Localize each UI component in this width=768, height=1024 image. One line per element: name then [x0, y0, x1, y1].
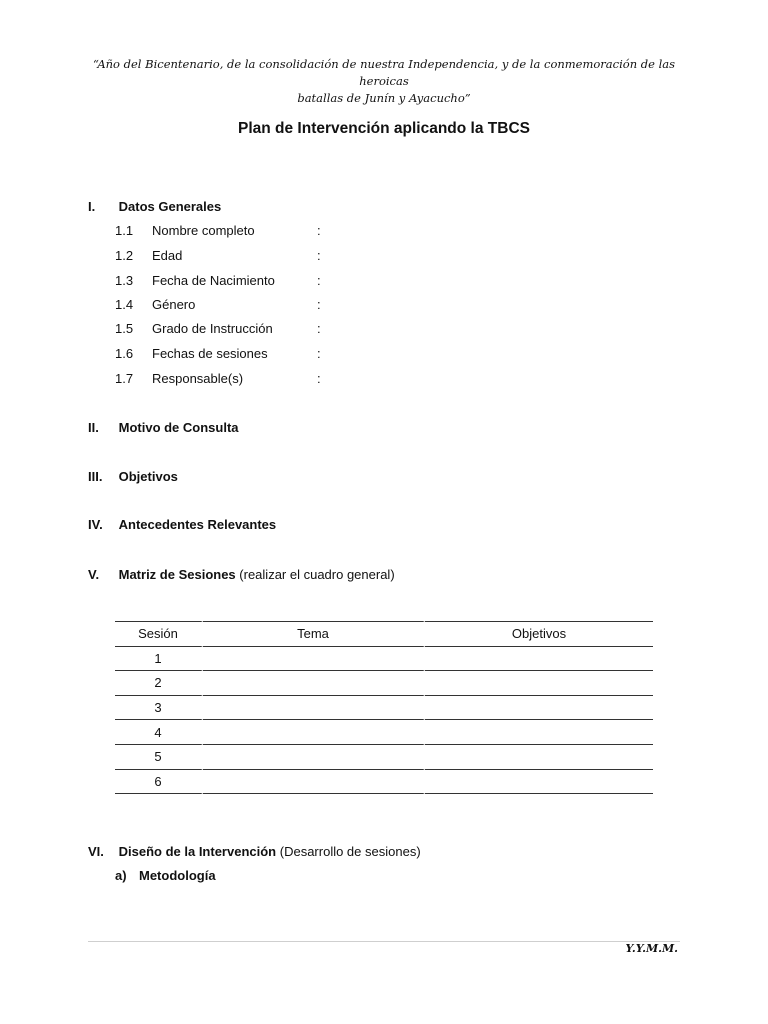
session-number-cell: 1 — [115, 647, 203, 672]
item-label: Fecha de Nacimiento — [152, 273, 275, 288]
header-sesion: Sesión — [115, 621, 203, 647]
tema-cell — [203, 647, 425, 672]
objetivos-cell — [425, 671, 653, 696]
tema-cell — [203, 770, 425, 795]
session-number-cell: 3 — [115, 696, 203, 721]
section-title: Antecedentes Relevantes — [118, 517, 277, 532]
item-colon: : — [317, 248, 321, 263]
section-motivo-consulta — [88, 419, 239, 437]
section-diseno-intervencion — [88, 843, 421, 861]
item-colon: : — [317, 223, 321, 238]
tema-cell — [203, 671, 425, 696]
sessions-table — [115, 621, 653, 794]
subsection-metodologia — [115, 867, 216, 885]
section-title: Motivo de Consulta — [118, 420, 239, 435]
section-antecedentes — [88, 516, 276, 534]
page-title: Plan de Intervención aplicando la TBCS — [238, 120, 530, 137]
item-colon: : — [317, 371, 321, 386]
objetivos-cell — [425, 720, 653, 745]
item-number: 1.3 — [115, 273, 134, 288]
item-number: 1.7 — [115, 371, 134, 386]
objetivos-cell — [425, 647, 653, 672]
item-number: 1.2 — [115, 248, 134, 263]
item-colon: : — [317, 273, 321, 288]
datos-item-fechas-sesiones — [115, 345, 321, 363]
session-number-cell: 4 — [115, 720, 203, 745]
section-note: (realizar el cuadro general) — [239, 567, 395, 582]
item-number: 1.1 — [115, 223, 134, 238]
item-colon: : — [317, 346, 321, 361]
tema-cell — [203, 745, 425, 770]
section-number: III. — [88, 469, 103, 484]
section-number: V. — [88, 567, 100, 582]
datos-item-responsables — [115, 370, 321, 388]
item-number: 1.6 — [115, 346, 134, 361]
objetivos-cell — [425, 770, 653, 795]
table-row — [115, 745, 653, 770]
item-colon: : — [317, 321, 321, 336]
item-label: Responsable(s) — [152, 371, 244, 386]
tema-cell — [203, 696, 425, 721]
table-row — [115, 696, 653, 721]
table-row — [115, 720, 653, 745]
section-title: Objetivos — [118, 469, 178, 484]
datos-item-grado-instruccion — [115, 320, 321, 338]
section-title: Diseño de la Intervención — [118, 844, 277, 859]
item-colon: : — [317, 297, 321, 312]
section-title: Datos Generales — [118, 199, 222, 214]
item-label: Grado de Instrucción — [152, 321, 273, 336]
header-tema: Tema — [203, 621, 425, 647]
footer-initials: Y.Y.M.M. — [625, 942, 678, 955]
section-matriz-sesiones — [88, 566, 395, 584]
item-label: Fechas de sesiones — [152, 346, 268, 361]
section-objetivos — [88, 468, 178, 486]
item-number: 1.4 — [115, 297, 134, 312]
datos-item-edad — [115, 247, 321, 265]
item-label: Nombre completo — [152, 223, 255, 238]
item-number: 1.5 — [115, 321, 134, 336]
item-label: Género — [152, 297, 196, 312]
section-note: (Desarrollo de sesiones) — [279, 844, 421, 859]
table-row — [115, 770, 653, 795]
section-datos-generales — [88, 198, 221, 216]
session-number-cell: 5 — [115, 745, 203, 770]
motto-line-2: batallas de Junín y Ayacucho” — [297, 91, 471, 105]
table-header-row — [115, 621, 653, 647]
subsection-title: Metodología — [139, 868, 216, 883]
session-number-cell: 6 — [115, 770, 203, 795]
section-number: VI. — [88, 844, 104, 859]
table-row — [115, 671, 653, 696]
subsection-letter: a) — [115, 868, 127, 883]
datos-item-nombre — [115, 222, 321, 240]
session-number-cell: 2 — [115, 671, 203, 696]
section-number: I. — [88, 199, 96, 214]
datos-item-fecha-nacimiento — [115, 272, 321, 290]
header-objetivos: Objetivos — [425, 621, 653, 647]
item-label: Edad — [152, 248, 183, 263]
section-title: Matriz de Sesiones — [118, 567, 236, 582]
table-row — [115, 647, 653, 672]
tema-cell — [203, 720, 425, 745]
motto-line-1: “Año del Bicentenario, de la consolidación de nuestra Independencia, y de la conmemoración de las heroicas — [92, 57, 676, 88]
datos-item-genero — [115, 296, 321, 314]
section-number: II. — [88, 420, 99, 435]
header-motto — [88, 56, 680, 107]
section-number: IV. — [88, 517, 103, 532]
footer-divider — [88, 941, 680, 942]
objetivos-cell — [425, 696, 653, 721]
objetivos-cell — [425, 745, 653, 770]
